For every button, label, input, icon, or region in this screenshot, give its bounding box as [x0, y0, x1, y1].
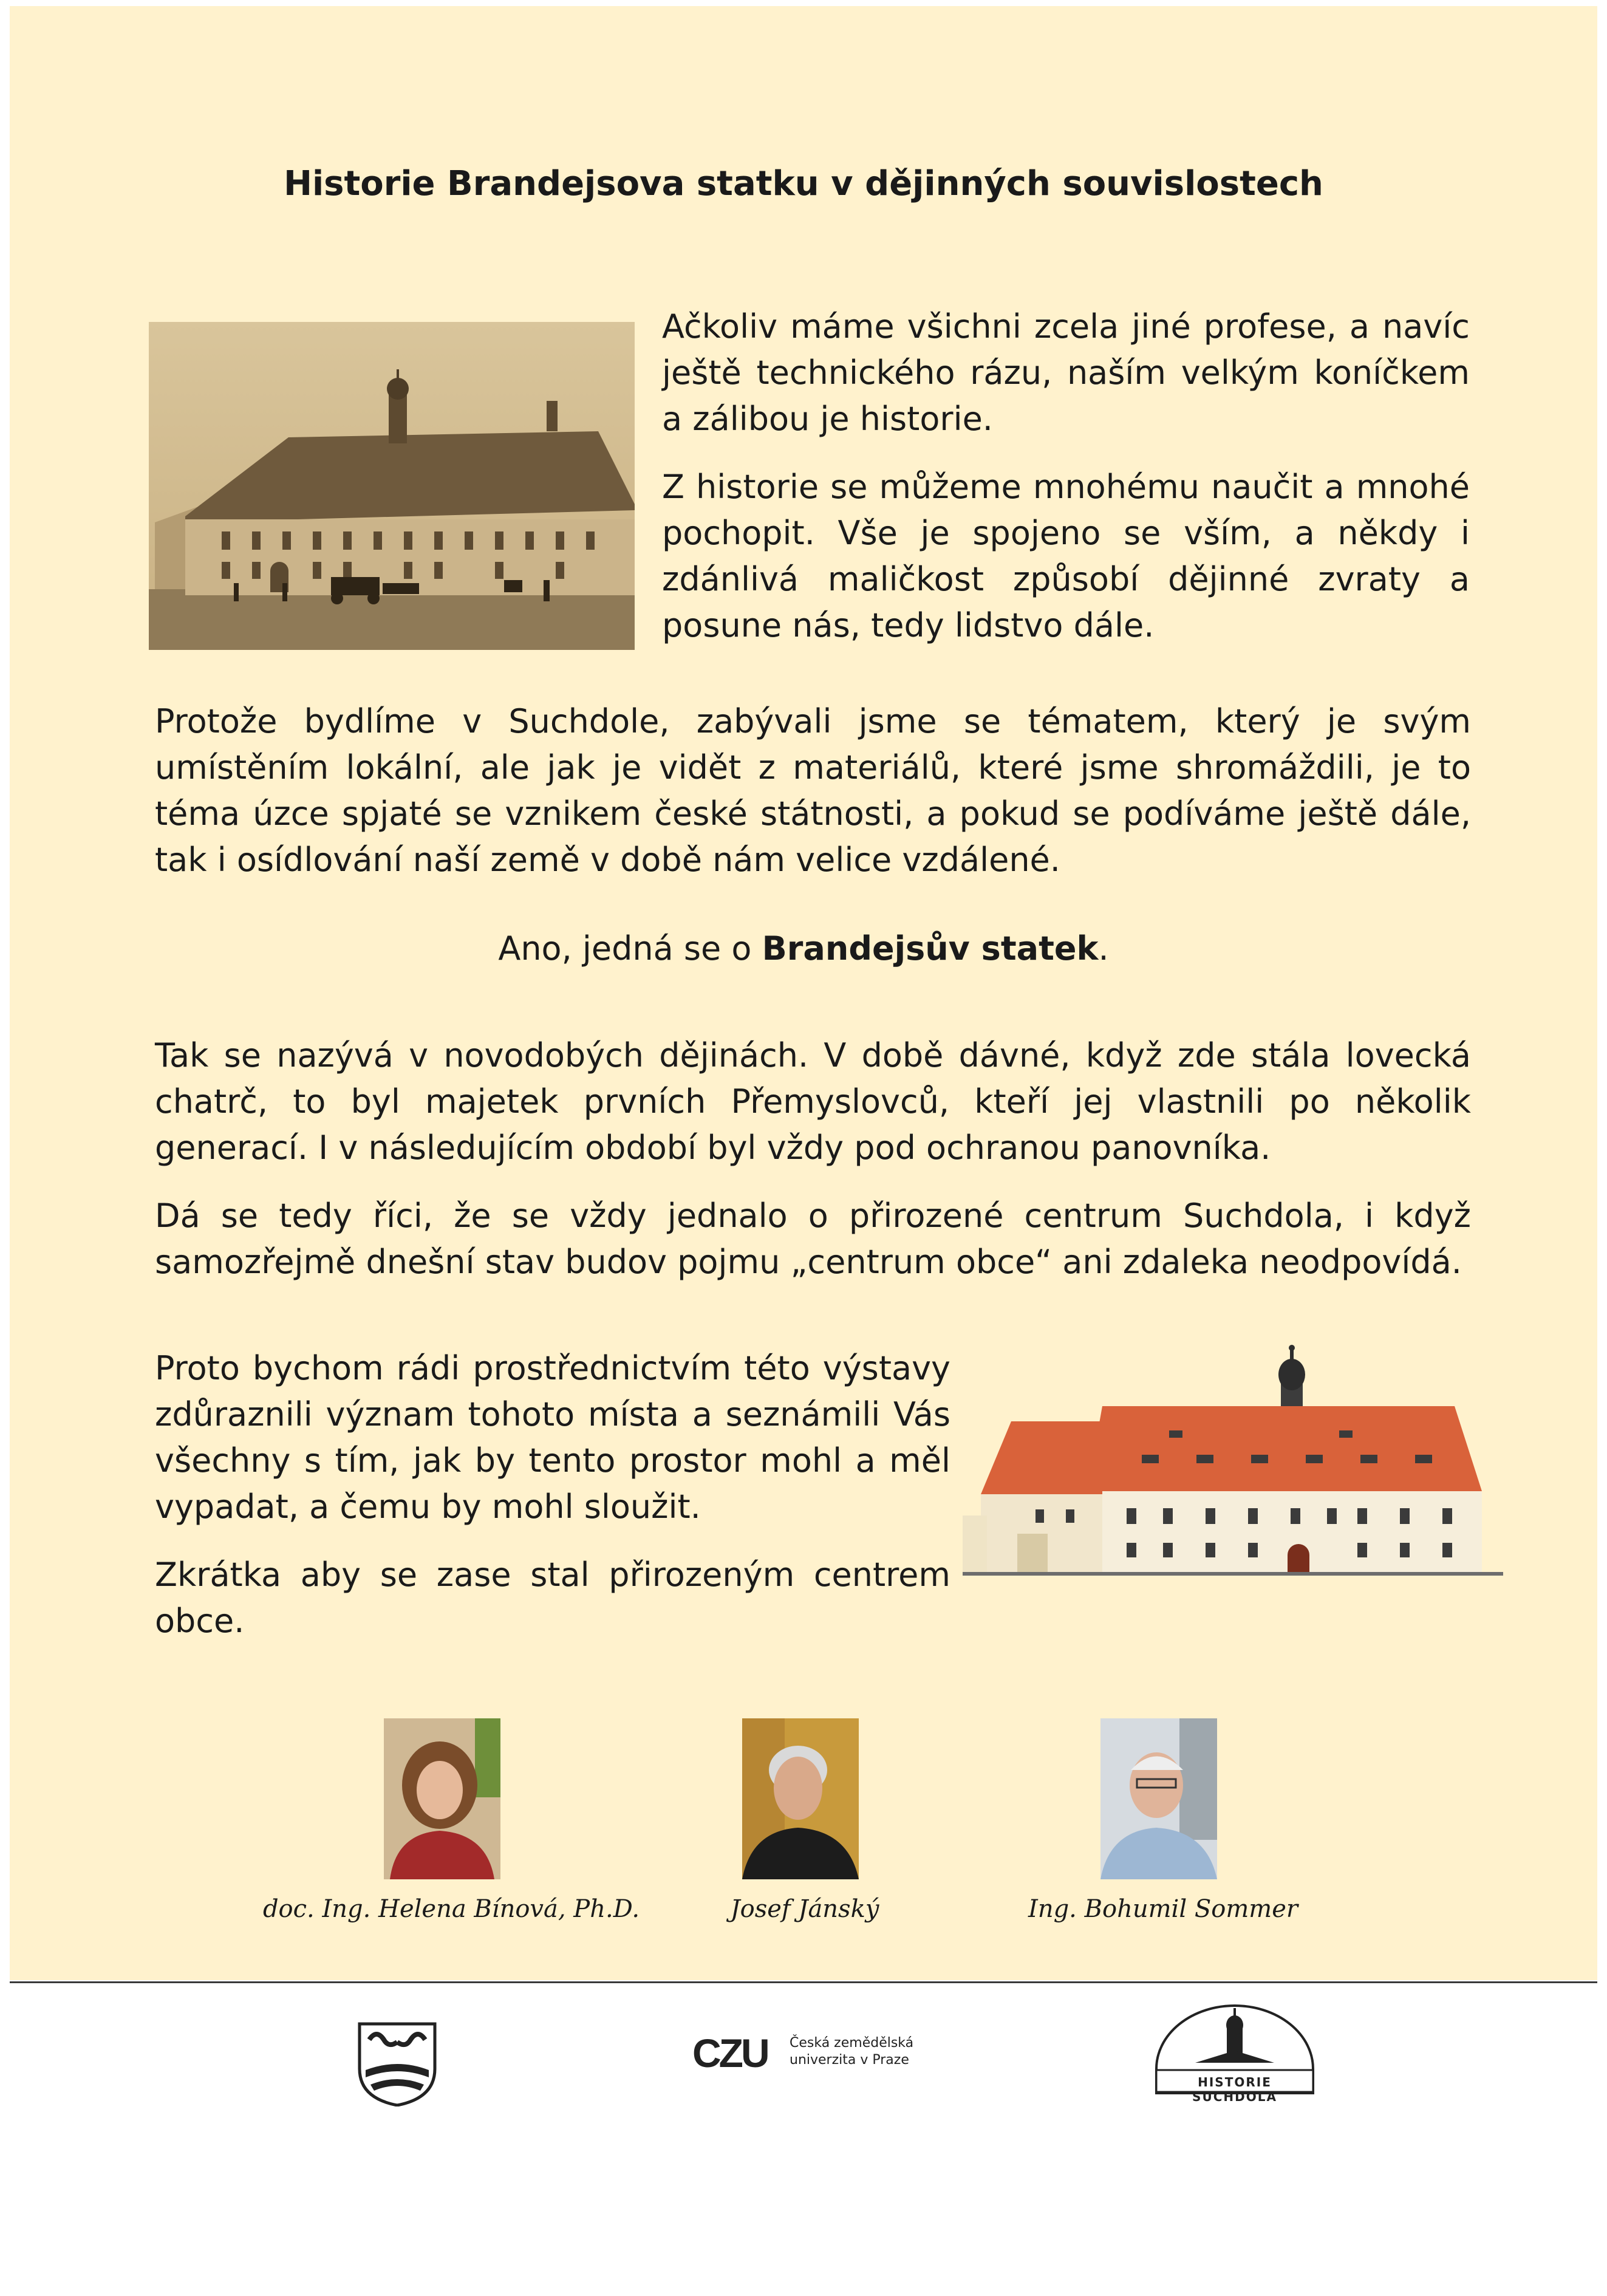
page-title: Historie Brandejsova statku v dějinných souvislostech: [284, 164, 1323, 203]
paragraph-closing: Zkrátka aby se zase stal přirozeným centrem obce.: [155, 1556, 950, 1640]
paragraph-suchdol: Protože bydlíme v Suchdole, zabývali jsme se tématem, který je svým umístěním lokální, ale jak je vidět z materiálů, které jsme shromáždili, je to téma úzce spjaté se vznikem české státnosti, a pokud se podíváme ještě dále, tak i osídlování naší země v době nám velice vzdálené.: [155, 702, 1471, 879]
author-name-binova: doc. Ing. Helena Bínová, Ph.D.: [262, 1895, 640, 1923]
intro-paragraph-1: Ačkoliv máme všichni zcela jiné profese, a navíc ještě technického rázu, naším velkým koníčkem a zálibou je historie.: [662, 307, 1470, 438]
paragraph-centre: Dá se tedy říci, že se vždy jednalo o přirozené centrum Suchdola, i když samozřejmě dnešní stav budov pojmu „centrum obce“ ani zdaleka neodpovídá.: [155, 1197, 1471, 1281]
historie-suchdola-logo: [1153, 2002, 1317, 2104]
statek-line: Ano, jedná se o Brandejsův statek.: [498, 929, 1109, 968]
suchdol-coat-of-arms-logo: [357, 2021, 437, 2106]
historie-suchdola-text: HISTORIE SUCHDOLA: [1192, 2075, 1277, 2104]
author-name-jansky: Josef Jánský: [730, 1895, 879, 1923]
portrait-jansky: [742, 1718, 859, 1879]
footer-divider: [10, 1981, 1597, 1983]
poster-background: [10, 6, 1597, 1980]
building-illustration: [963, 1339, 1503, 1588]
portrait-sommer: [1100, 1718, 1217, 1879]
portrait-binova: [384, 1718, 500, 1879]
czu-name: Česká zemědělská univerzita v Praze: [790, 2035, 914, 2068]
statek-name: Brandejsův statek: [762, 929, 1099, 968]
paragraph-history: Tak se nazývá v novodobých dějinách. V době dávné, když zde stála lovecká chatrč, to byl majetek prvních Přemyslovců, kteří jej vlastnili po několik generací. I v následujícím období byl vždy pod ochranou panovníka.: [155, 1036, 1471, 1167]
intro-paragraph-2: Z historie se můžeme mnohému naučit a mnohé pochopit. Vše je spojeno se vším, a někdy i zdánlivá maličkost způsobí dějinné zvraty a posune nás, tedy lidstvo dále.: [662, 468, 1470, 644]
czu-mark: CZU: [692, 2031, 768, 2076]
author-name-sommer: Ing. Bohumil Sommer: [1028, 1895, 1298, 1923]
historic-photo: [149, 322, 635, 650]
paragraph-exhibition: Proto bychom rádi prostřednictvím této výstavy zdůraznili význam tohoto místa a seznámili Vás všechny s tím, jak by tento prostor mohl a měl vypadat, a čemu by mohl sloužit.: [155, 1349, 950, 1526]
czu-logo: [692, 2028, 947, 2076]
